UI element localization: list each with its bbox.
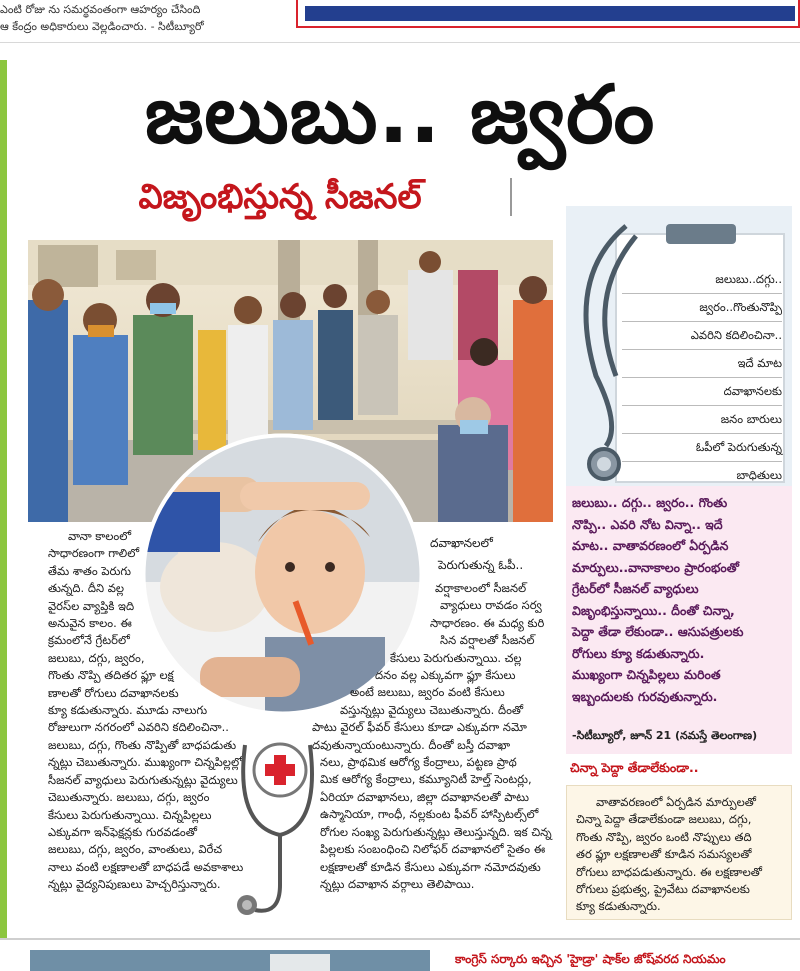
summary-line: పెద్దా తేడా లేకుండా.. ఆసుపత్రులకు bbox=[572, 624, 744, 639]
clipboard-line: దవాఖానలకు bbox=[622, 378, 782, 406]
next-story-headline: కాంగ్రెస్ సర్కారు ఇచ్చిన 'హైడ్రా' షాక్‌ల జోష్‌వరద నియమం bbox=[455, 952, 726, 966]
summary-line: విజృంభిస్తున్నాయి.. దీంతో చిన్నా, bbox=[572, 602, 735, 618]
col1-line: సీజనల్ వ్యాధులు పెరుగుతున్నట్లు వైద్యులు bbox=[48, 772, 238, 787]
summary-line: రోగులు క్యూ కడుతున్నారు. bbox=[572, 645, 705, 661]
clipboard-line: బాధితులు bbox=[736, 468, 782, 482]
clipboard-line: ఎవరిని కదిలించినా.. bbox=[622, 322, 782, 350]
col1-line: జలుబు, దగ్గు, జ్వరం, వాంతులు, విరేచ bbox=[48, 842, 223, 857]
top-snippet-line-2: ఆ కేంద్రం అధికారులు వెల్లడించారు. - సిటీబ్యూరో bbox=[0, 20, 204, 33]
col1-line: ణాలతో రోగులు దవాఖానలకు bbox=[48, 685, 179, 700]
side-line: చిన్నా పెద్దా తేడాలేకుండా జలుబు, దగ్గు, bbox=[576, 812, 752, 827]
clipboard-line: ఇదే మాట bbox=[622, 350, 782, 378]
col1-line: తున్నది. దీని వల్ల bbox=[48, 581, 125, 596]
col2-line: పిల్లలకు సంబంధించి నిలోఫర్ దవాఖానలో సైతం ఈ bbox=[320, 842, 546, 857]
top-snippet-line-1: ఎంటి రోజు ను సమర్థవంతంగా ఆహర్యం చేసింది bbox=[0, 3, 201, 16]
col2-line: రోగుల సంఖ్య పెరుగుతున్నట్లు తెలుస్తున్నది. ఇక చిన్న bbox=[320, 824, 552, 839]
col2-line: వస్తున్నట్లు వైద్యులు చెబుతున్నారు. దీంతో bbox=[340, 702, 524, 717]
summary-line: మాట.. వాతావరణంలో ఏర్పడిన bbox=[572, 538, 729, 553]
col2-line: సాధారణం. ఈ మధ్య కురి bbox=[430, 615, 545, 630]
col1-line: న్నట్లు వైద్యనిపుణులు హెచ్చరిస్తున్నారు. bbox=[48, 877, 221, 892]
side-heading: చిన్నా పెద్దా తేడాలేకుండా.. bbox=[570, 760, 699, 775]
side-line: రోగులు బాధపడుతున్నారు. ఈ లక్షణాలతో bbox=[576, 864, 763, 879]
col1-line: సాధారణంగా గాలిలో bbox=[48, 546, 140, 561]
col2-line: వర్షాకాలంలో సీజనల్ bbox=[435, 581, 527, 595]
clipboard-line: ఓపీలో పెరుగుతున్న bbox=[622, 434, 782, 462]
col2-line: పాటు వైరల్ ఫీవర్ కేసులు కూడా ఎక్కువగా నమో bbox=[312, 720, 527, 735]
summary-line: నొప్పి.. ఎవరి నోట విన్నా.. ఇదే bbox=[572, 516, 723, 532]
section-heading-line-2: పెరుగుతున్న ఓపీ.. bbox=[438, 558, 524, 572]
col1-line: రోజులుగా నగరంలో ఎవరిని కదిలించినా.. bbox=[48, 720, 229, 735]
col2-line: నలు, ప్రాథమిక ఆరోగ్య కేంద్రాలు, పట్టణ ప్రాథ bbox=[320, 755, 517, 770]
summary-line: ఇబ్బందులకు గురవుతున్నారు. bbox=[572, 688, 718, 704]
side-line: వాతావరణంలో ఏర్పడిన మార్పులతో bbox=[596, 795, 756, 809]
col1-line: నాలు వంటి లక్షణాలతో బాధపడే అవకాశాలు bbox=[48, 859, 244, 874]
col1-line: క్యూ కడుతున్నారు. మూడు నాలుగు bbox=[48, 703, 208, 718]
clipboard-line: జలుబు..దగ్గు.. bbox=[622, 266, 782, 294]
subheadline-divider bbox=[510, 178, 512, 216]
subheadline: విజృంభిస్తున్న సీజనల్ bbox=[138, 177, 422, 217]
col1-line: చెబుతున్నారు. జలుబు, దగ్గు, జ్వరం bbox=[48, 790, 210, 805]
col1-line: జలుబు, దగ్గు, జ్వరం, bbox=[48, 650, 145, 665]
summary-line: గ్రేటర్‌లో సీజనల్ వ్యాధులు bbox=[572, 581, 699, 596]
clipboard-line: జనం బారులు bbox=[622, 406, 782, 434]
col2-line: సిన వర్షాలతో సీజనల్ bbox=[440, 633, 535, 648]
col2-line: అంటే జలుబు, జ్వరం వంటి కేసులు bbox=[350, 685, 505, 700]
col1-line: అనువైన కాలం. ఈ bbox=[48, 616, 132, 631]
clipboard-illustration bbox=[566, 206, 792, 486]
col1-line: తేమ శాతం పెరుగు bbox=[48, 563, 132, 578]
side-text bbox=[576, 794, 786, 916]
section-heading-op bbox=[430, 532, 560, 576]
summary-line: జలుబు.. దగ్గు.. జ్వరం.. గొంతు bbox=[572, 495, 728, 510]
column-2-text bbox=[300, 580, 560, 893]
col1-line: జలుబు, దగ్గు, గొంతు నొప్పితో బాధపడుతు bbox=[48, 737, 237, 752]
col1-line: వైరస్‌ల వ్యాప్తికి ఇది bbox=[48, 598, 135, 613]
col1-line: గొంతు నొప్పి తదితర ఫ్లూ లక్ష bbox=[48, 668, 174, 683]
top-ad-bar bbox=[305, 6, 795, 21]
summary-line: మార్పులు..వానాకాలం ప్రారంభంతో bbox=[572, 559, 739, 575]
col2-line: న్నట్లు దవాఖాన వర్గాలు తెలిపాయి. bbox=[320, 876, 475, 891]
side-line: తర ఫ్లూ లక్షణాలతో కూడిన సమస్యలతో bbox=[576, 847, 752, 862]
col2-line: లక్షణాలతో కూడిన కేసులు ఎక్కువగా నమోదవుతు bbox=[320, 859, 541, 874]
bottom-divider bbox=[0, 938, 800, 940]
page-title: జలుబు.. జ్వరం bbox=[144, 68, 656, 161]
col2-line: దనం వల్ల ఎక్కువగా ఫ్లూ కేసులు bbox=[375, 668, 516, 683]
accent-bar bbox=[0, 60, 7, 938]
col2-line: ఉస్మానియా, గాంధీ, నల్లకుంట ఫీవర్ హాస్పిటల్స్‌లో bbox=[320, 807, 539, 822]
side-line: రోగులు ప్రభుత్వ, ప్రైవేటు దవాఖానలకు bbox=[576, 882, 750, 897]
side-line: క్యూ కడుతున్నారు. bbox=[576, 899, 661, 914]
col1-line: వానా కాలంలో bbox=[68, 529, 132, 543]
col2-line: ఏరియా దవాఖానలు, జిల్లా దవాఖానలతో పాటు bbox=[320, 789, 529, 804]
col2-line: వ్యాధులు రావడం సర్వ bbox=[440, 598, 542, 613]
side-line: గొంతు నొప్పి, జ్వరం ఒంటి నొప్పులు తది bbox=[576, 829, 752, 844]
col2-line: దవుతున్నాయంటున్నారు. దీంతో బస్తీ దవాఖా bbox=[312, 737, 511, 752]
section-heading-line-1: దవాఖానలలో bbox=[430, 536, 493, 550]
bottom-photo-inset bbox=[270, 954, 330, 971]
col2-line: కేసులు పెరుగుతున్నాయి. చల్ల bbox=[390, 650, 522, 665]
col1-line: కేసులు పెరుగుతున్నాయి. చిన్నపిల్లలు bbox=[48, 807, 212, 822]
col2-line: మిక ఆరోగ్య కేంద్రాలు, కమ్యూనిటీ హెల్త్ సెంటర్లు, bbox=[320, 772, 532, 787]
byline: -సిటీబ్యూరో, జూన్ 21 (నమస్తే తెలంగాణ) bbox=[572, 729, 758, 742]
col1-line: ఎక్కువగా ఇన్‌ఫెక్షన్లకు గురవడంతో bbox=[48, 824, 197, 839]
clipboard-line: జ్వరం..గొంతునొప్పి bbox=[622, 294, 782, 322]
col1-line: క్రమంలోనే గ్రేటర్‌లో bbox=[48, 633, 130, 648]
col1-line: న్నట్లు చెబుతున్నారు. ముఖ్యంగా చిన్నపిల్లల్లో bbox=[48, 755, 243, 770]
summary-text bbox=[572, 492, 788, 707]
summary-line: ముఖ్యంగా చిన్నపిల్లలు మరింత bbox=[572, 667, 721, 682]
bottom-photo bbox=[30, 950, 430, 971]
